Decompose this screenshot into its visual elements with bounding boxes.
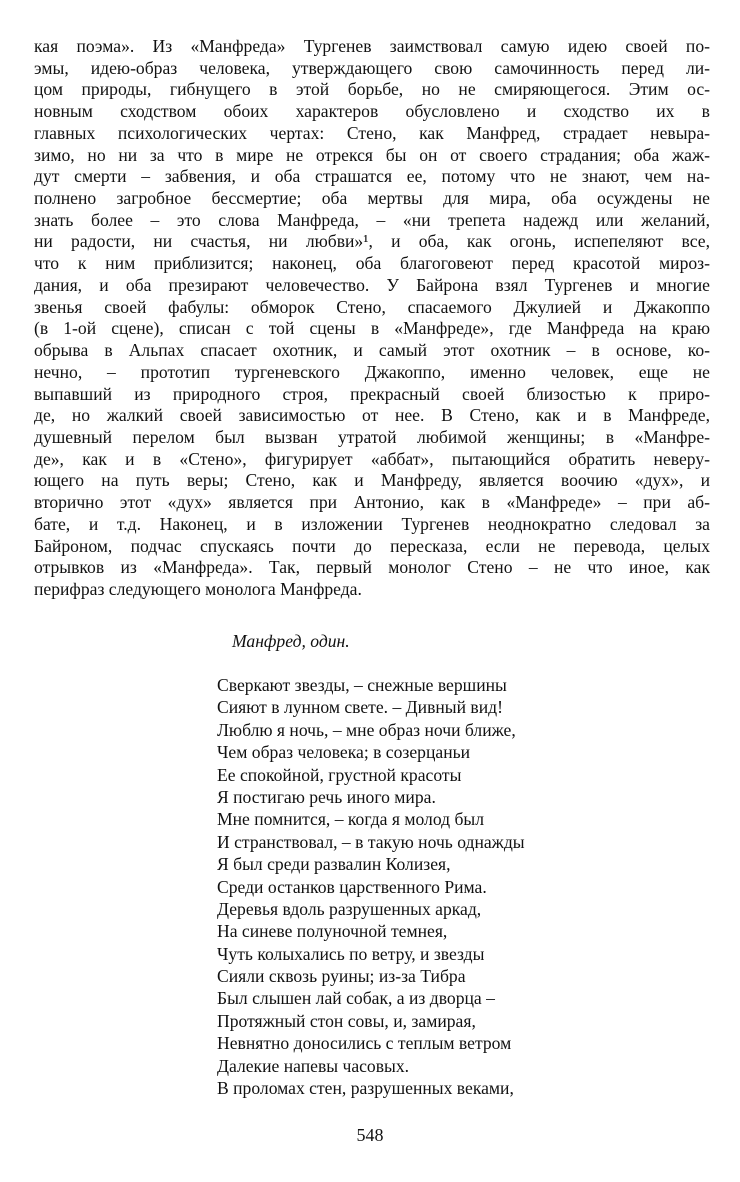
body-line: бате, и т.д. Наконец, и в изложении Тургенев неоднократно следовал за [34,513,710,534]
body-line: полнено загробное бессмертие; оба мертвы для мира, оба осуждены не [34,188,710,209]
body-line: де», как и в «Стено», фигурирует «аббат», пытающийся обратить неверу- [34,448,710,469]
poem-line: Сияли сквозь руины; из-за Тибра [217,966,466,987]
poem-line: Был слышен лай собак, а из дворца – [217,988,495,1009]
body-line: звенья своей фабулы: обморок Стено, спасаемого Джулией и Джакоппо [34,296,710,317]
poem-line: Протяжный стон совы, и, замирая, [217,1010,476,1031]
poem-line: И странствовал, – в такую ночь однажды [217,831,525,852]
poem-line: Деревья вдоль разрушенных аркад, [217,898,482,919]
poem-line: Далекие напевы часовых. [217,1055,410,1076]
body-line: душевный перелом был вызван утратой любимой женщины; в «Манфре- [34,426,710,447]
poem-line: Чем образ человека; в созерцаньи [217,742,471,763]
poem-line: Ее спокойной, грустной красоты [217,764,462,785]
body-paragraph [34,36,710,601]
body-line: отрывков из «Манфреда». Так, первый монолог Стено – не что иное, как [34,557,710,578]
body-line: (в 1-ой сцене), списан с той сцены в «Манфреде», где Манфреда на краю [34,318,710,339]
poem-line: Люблю я ночь, – мне образ ночи ближе, [217,719,516,740]
poem-line: Мне помнится, – когда я молод был [217,809,485,830]
poem-line: Невнятно доносились с теплым ветром [217,1033,512,1054]
poem-line: Сверкают звезды, – снежные вершины [217,675,507,695]
body-line: де, но жалкий своей зависимостью от нее. В Стено, как и в Манфреде, [34,405,710,426]
body-line: цом природы, гибнущего в этой борьбе, но не смиряющегося. Этим ос- [34,79,710,100]
body-line: перифраз следующего монолога Манфреда. [34,578,362,599]
body-line: главных психологических чертах: Стено, как Манфред, страдает невыра- [34,122,710,143]
body-line: выпавший из природного строя, прекрасный своей близостью к приро- [34,383,710,404]
poem-heading: Манфред, один. [232,631,350,651]
poem-line: Сияют в лунном свете. – Дивный вид! [217,697,503,718]
body-line: вторично этот «дух» является при Антонио, как в «Манфреде» – при аб- [34,492,710,513]
poem-line: В проломах стен, разрушенных веками, [217,1078,514,1099]
poem-block [217,674,525,1099]
body-line: дут смерти – забвения, и оба страшатся ее, потому что не знают, чем на- [34,166,710,187]
poem-line: Я постигаю речь иного мира. [217,786,436,807]
poem-line: Среди останков царственного Рима. [217,876,487,897]
body-line: новным сходством обоих характеров обусловлено и сходство их в [34,101,710,122]
body-line: нечно, – прототип тургеневского Джакоппо, именно человек, еще не [34,361,710,382]
body-line: дания, и оба презирают человечество. У Байрона взял Тургенев и многие [34,274,710,295]
poem-line: Чуть колыхались по ветру, и звезды [217,943,485,964]
body-line: зимо, но ни за что в мире не отрекся бы он от своего страдания; оба жаж- [34,144,710,165]
body-line: что к ним приблизится; наконец, оба благоговеют перед красотой мироз- [34,253,710,274]
body-line: обрыва в Альпах спасает охотник, и самый этот охотник – в основе, ко- [34,340,710,361]
body-line: ющего на путь веры; Стено, как и Манфреду, является воочию «дух», и [34,470,710,491]
body-line: Байроном, подчас спускаясь почти до пересказа, если не перевода, целых [34,535,710,556]
page-number: 548 [356,1125,384,1145]
body-line: кая поэма». Из «Манфреда» Тургенев заимствовал самую идею своей по- [34,36,710,56]
poem-line: На синеве полуночной темнея, [217,921,448,942]
poem-line: Я был среди развалин Колизея, [217,854,451,875]
body-line: эмы, идею-образ человека, утверждающего свою самочинность перед ли- [34,57,710,78]
body-line: знать более – это слова Манфреда, – «ни трепета надежд или желаний, [34,209,710,230]
body-line: ни радости, ни счастья, ни любви»¹, и оба, как огонь, испепеляют все, [34,231,710,252]
